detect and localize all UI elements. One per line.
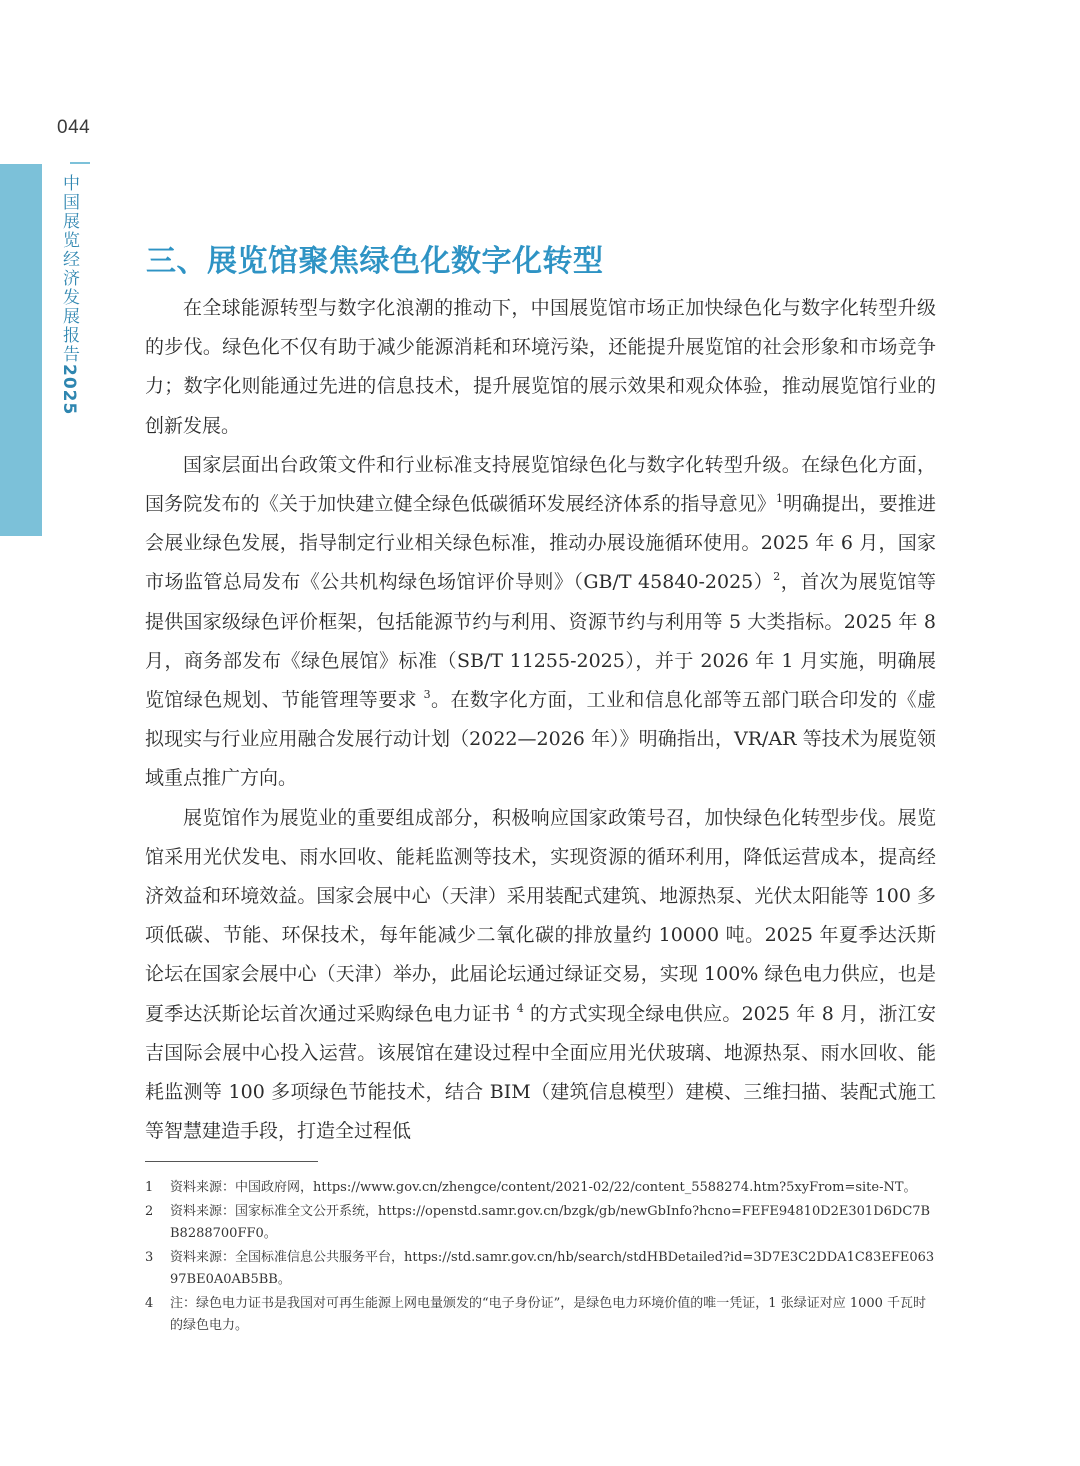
page-number-rule — [70, 162, 90, 164]
footnote-divider — [145, 1161, 318, 1162]
section-title: 三、展览馆聚焦绿色化数字化转型 — [146, 244, 604, 280]
body-text — [145, 289, 936, 1151]
paragraph-1 — [145, 289, 936, 446]
footnote-text: 资料来源：全国标准信息公共服务平台，https://std.samr.gov.cn/hb/search/stdHBDetailed?id=3D7E3C2DDA1C83EFE06397BE0A0AB5BB。 — [170, 1249, 935, 1287]
page-number: 044 — [57, 117, 91, 138]
footnote-4 — [145, 1293, 936, 1338]
paragraph-2-text-c: ，首次为展览馆等提供国家级绿色评价框架，包括能源节约与利用、资源节约与利用等 5 大类指标。2025 年 8 月，商务部发布《绿色展馆》标准（SB/T 11255-2025），并于 2026 年 1 月实施，明确展览馆绿色规划、节能管理等要求 — [145, 571, 936, 712]
footnote-text: 资料来源：中国政府网，https://www.gov.cn/zhengce/content/2021-02/22/content_5588274.htm?5xyFrom=site-NT。 — [170, 1180, 917, 1195]
side-color-tab — [0, 164, 42, 536]
footnote-number: 4 — [145, 1295, 154, 1311]
footnote-2 — [145, 1201, 936, 1246]
footnote-number: 3 — [145, 1249, 154, 1265]
running-header — [57, 174, 81, 415]
footnote-1 — [145, 1177, 936, 1200]
footnote-ref-1[interactable]: 1 — [776, 492, 784, 506]
footnote-ref-3[interactable]: 3 — [423, 688, 431, 702]
paragraph-2 — [145, 446, 936, 799]
running-header-title: 中国展览经济发展报告 — [59, 174, 79, 364]
footnote-text: 注：绿色电力证书是我国对可再生能源上网电量颁发的“电子身份证”，是绿色电力环境价值的唯一凭证，1 张绿证对应 1000 千瓦时的绿色电力。 — [170, 1295, 927, 1333]
footnote-ref-2[interactable]: 2 — [773, 570, 781, 584]
footnote-number: 2 — [145, 1203, 154, 1219]
footnote-text: 资料来源：国家标准全文公开系统，https://openstd.samr.gov.cn/bzgk/gb/newGbInfo?hcno=FEFE94810D2E301D6DC7BB8288700FF0。 — [170, 1203, 931, 1241]
footnote-ref-4[interactable]: 4 — [516, 1001, 524, 1015]
paragraph-2-text-b: 明确提出，要推进会展业绿色发展，指导制定行业相关绿色标准，推动办展设施循环使用。2025 年 6 月，国家市场监管总局发布《公共机构绿色场馆评价导则》（GB/T 45840-2025） — [145, 493, 936, 594]
paragraph-1-text: 在全球能源转型与数字化浪潮的推动下，中国展览馆市场正加快绿色化与数字化转型升级的步伐。绿色化不仅有助于减少能源消耗和环境污染，还能提升展览馆的社会形象和市场竞争力；数字化则能通过先进的信息技术，提升展览馆的展示效果和观众体验，推动展览馆行业的创新发展。 — [145, 297, 936, 437]
paragraph-3 — [145, 799, 936, 1152]
footnote-3 — [145, 1247, 936, 1292]
footnotes — [145, 1177, 936, 1339]
paragraph-3-text-a: 展览馆作为展览业的重要组成部分，积极响应国家政策号召，加快绿色化转型步伐。展览馆采用光伏发电、雨水回收、能耗监测等技术，实现资源的循环利用，降低运营成本，提高经济效益和环境效益。国家会展中心（天津）采用装配式建筑、地源热泵、光伏太阳能等 100 多项低碳、节能、环保技术，每年能减少二氧化碳的排放量约 10000 吨。2025 年夏季达沃斯论坛在国家会展中心（天津）举办，此届论坛通过绿证交易，实现 100% 绿色电力供应，也是夏季达沃斯论坛首次通过采购绿色电力证书 — [145, 806, 936, 1025]
paragraph-2-text-a: 国家层面出台政策文件和行业标准支持展览馆绿色化与数字化转型升级。在绿色化方面，国务院发布的《关于加快建立健全绿色低碳循环发展经济体系的指导意见》 — [145, 453, 936, 516]
running-header-year: 2025 — [59, 364, 79, 416]
paragraph-3-text-b: 的方式实现全绿电供应。2025 年 8 月，浙江安吉国际会展中心投入运营。该展馆在建设过程中全面应用光伏玻璃、地源热泵、雨水回收、能耗监测等 100 多项绿色节能技术，结合 BIM（建筑信息模型）建模、三维扫描、装配式施工等智慧建造手段，打造全过程低 — [145, 1002, 936, 1143]
footnote-number: 1 — [145, 1180, 154, 1195]
paragraph-2-text-d: 。在数字化方面，工业和信息化部等五部门联合印发的《虚拟现实与行业应用融合发展行动计划（2022—2026 年）》明确指出，VR/AR 等技术为展览领域重点推广方向。 — [145, 689, 936, 790]
